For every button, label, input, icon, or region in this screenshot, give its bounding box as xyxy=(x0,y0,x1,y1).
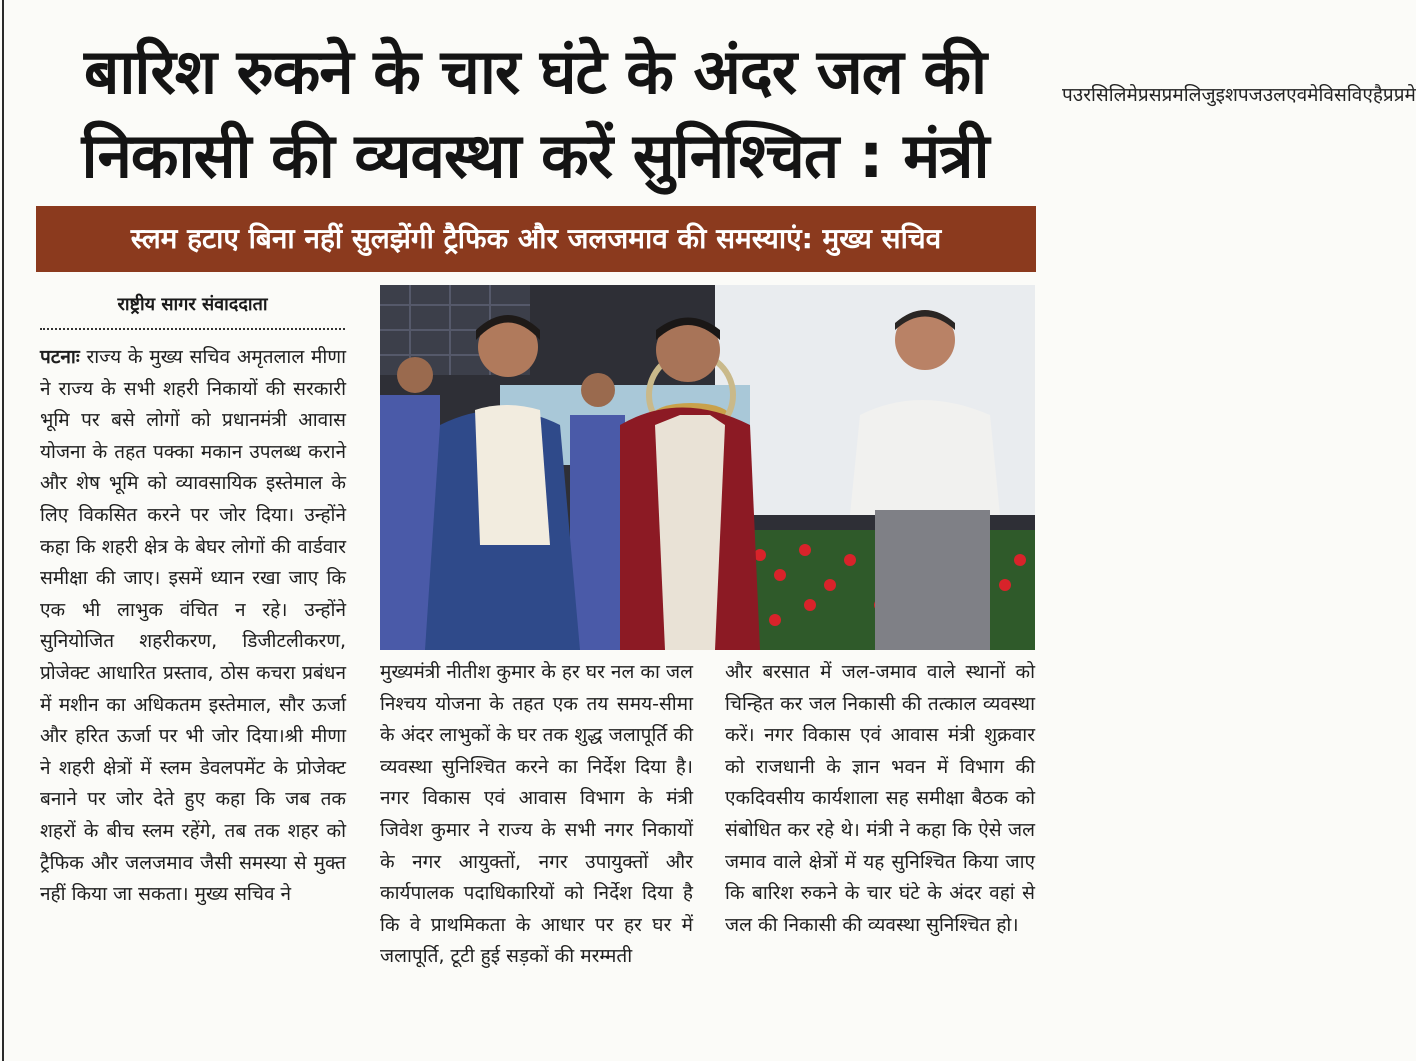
article-column-3: और बरसात में जल-जमाव वाले स्थानों को चिन्हित कर जल निकासी की तत्काल व्यवस्था करें। नगर विकास एवं आवास मंत्री शुक्रवार को राजधानी के ज्ञान भवन में विभाग की एकदिवसीय कार्यशाला सह समीक्षा बैठक को संबोधित कर रहे थे। मंत्री ने कहा कि ऐसे जल जमाव वाले क्षेत्रों में यह सुनिश्चित किया जाए कि बारिश रुकने के चार घंटे के अंदर वहां से जल की निकासी की व्यवस्था सुनिश्चित हो। xyxy=(725,661,1035,936)
article-column-2: मुख्यमंत्री नीतीश कुमार के हर घर नल का जल निश्चय योजना के तहत एक तय समय-सीमा के अंदर लाभुकों के घर तक शुद्ध जलापूर्ति की व्यवस्था सुनिश्चित करने का निर्देश दिया है। नगर विकास एवं आवास विभाग के मंत्री जिवेश कुमार ने राज्य के सभी नगर निकायों के नगर आयुक्तों, नगर उपायुक्तों और कार्यपालक पदाधिकारियों को निर्देश दिया है कि वे प्राथमिकता के आधार पर हर घर में जलापूर्ति, टूटी हुई सड़कों की मरम्मती xyxy=(380,661,693,968)
dateline: पटनाः xyxy=(40,346,80,368)
headline-line-2: निकासी की व्यवस्था करें सुनिश्चित : मंत्री xyxy=(81,119,989,192)
adjacent-column-fragment: पउरसिलिमेप्रसप्रमलिजुइशपजउलएवमेविसविएहैप्रप्रमे xyxy=(1062,84,1416,106)
page-edge-rule xyxy=(2,0,4,1061)
subheadline-banner: स्लम हटाए बिना नहीं सुलझेंगी ट्रैफिक और जलजमाव की समस्याएं: मुख्य सचिव xyxy=(36,206,1036,272)
article-column-1 xyxy=(40,342,346,911)
headline xyxy=(20,30,1050,198)
headline-line-1: बारिश रुकने के चार घंटे के अंदर जल की xyxy=(83,35,987,108)
byline: राष्ट्रीय सागर संवाददाता xyxy=(40,288,345,330)
event-photo xyxy=(380,285,1035,650)
article-column-1-text: राज्य के मुख्य सचिव अमृतलाल मीणा ने राज्य के सभी शहरी निकायों की सरकारी भूमि पर बसे लोगों को प्रधानमंत्री आवास योजना के तहत पक्का मकान उपलब्ध कराने और शेष भूमि को व्यावसायिक इस्तेमाल के लिए विकसित करने पर जोर दिया। उन्होंने कहा कि शहरी क्षेत्र के बेघर लोगों की वार्डवार समीक्षा की जाए। इसमें ध्यान रखा जाए कि एक भी लाभुक वंचित न रहे। उन्होंने सुनियोजित शहरीकरण, डिजीटलीकरण, प्रोजेक्ट आधारित प्रस्ताव, ठोस कचरा प्रबंधन में मशीन का अधिकतम इस्तेमाल, सौर ऊर्जा और हरित ऊर्जा पर भी जोर दिया।श्री मीणा ने शहरी क्षेत्रों में स्लम डेवलपमेंट के प्रोजेक्ट बनाने पर जोर देते हुए कहा कि जब तक शहरों के बीच स्लम रहेंगे, तब तक शहर को ट्रैफिक और जलजमाव जैसी समस्या से मुक्त नहीं किया जा सकता। मुख्य सचिव ने xyxy=(40,346,346,906)
